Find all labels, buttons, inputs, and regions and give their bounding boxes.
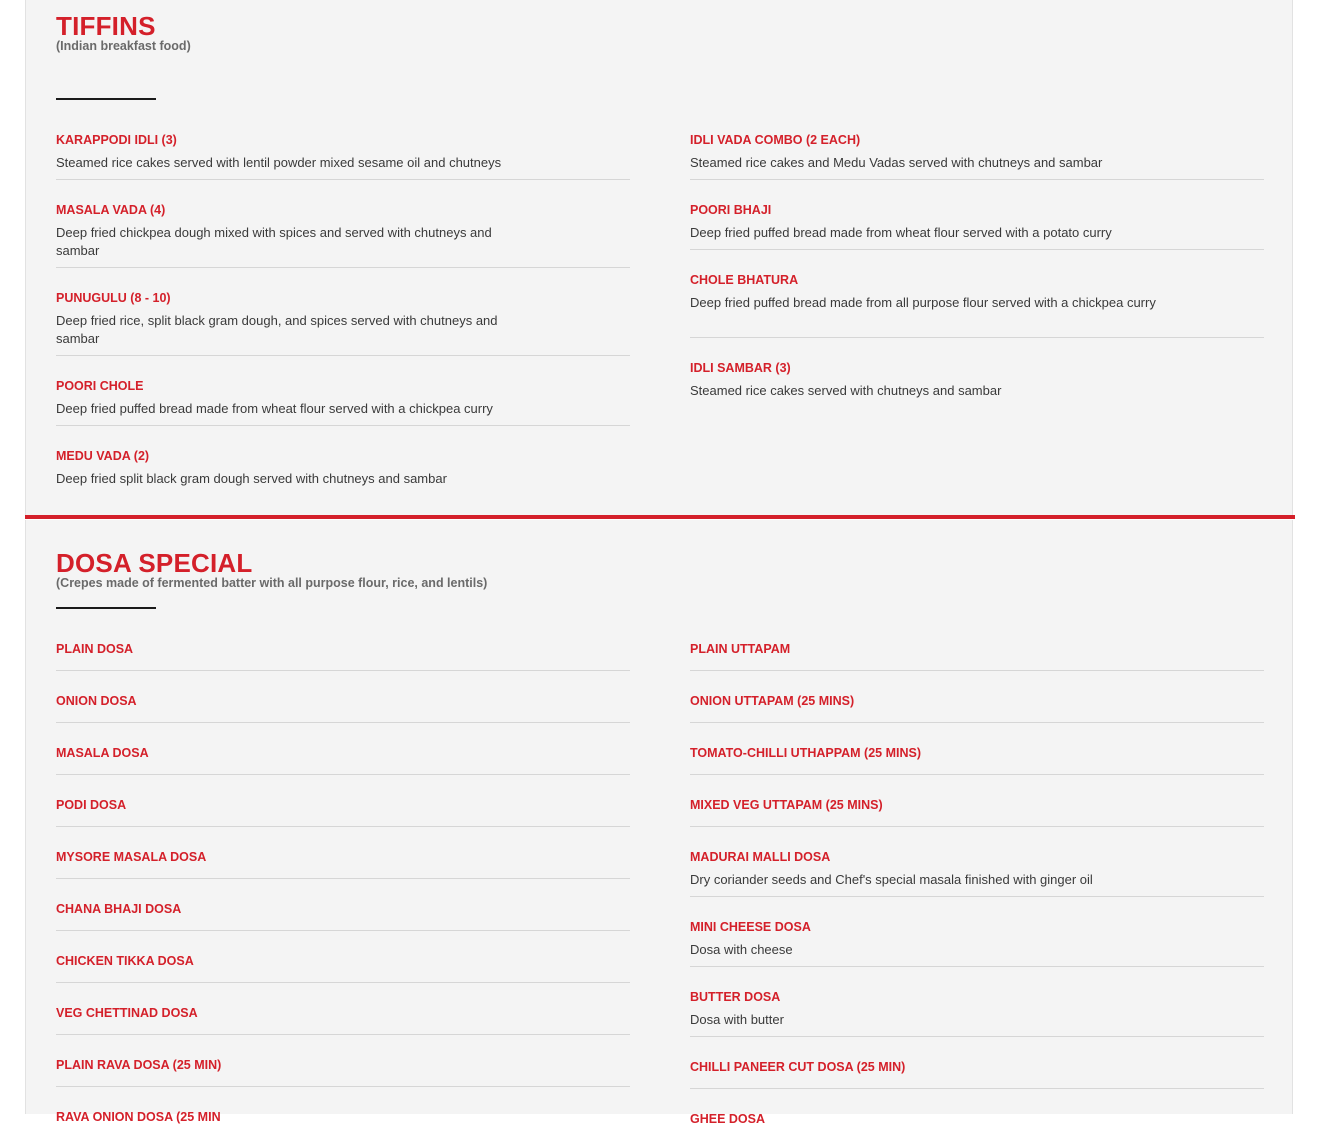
menu-item-name: BUTTER DOSA	[690, 990, 781, 1004]
menu-item-name: CHILLI PANEER CUT DOSA (25 MIN)	[690, 1060, 906, 1074]
menu-item-name: MYSORE MASALA DOSA	[56, 850, 207, 864]
menu-item-name: MEDU VADA (2)	[56, 449, 150, 463]
menu-item-name: MADURAI MALLI DOSA	[690, 850, 831, 864]
menu-item	[56, 693, 630, 723]
menu-item	[56, 745, 630, 775]
menu-item	[690, 693, 1264, 723]
menu-item-name: IDLI VADA COMBO (2 EACH)	[690, 133, 861, 147]
menu-item	[690, 849, 1264, 897]
menu-item-name: RAVA ONION DOSA (25 MIN	[56, 1110, 221, 1124]
section-underline	[56, 98, 156, 100]
menu-item	[56, 132, 630, 180]
menu-item-name: CHANA BHAJI DOSA	[56, 902, 182, 916]
menu-item-description: Steamed rice cakes served with lentil powder mixed sesame oil and chutneys	[56, 155, 502, 170]
menu-item	[690, 989, 1264, 1037]
menu-item	[56, 849, 630, 879]
menu-item-description: Steamed rice cakes served with chutneys and sambar	[690, 383, 1002, 398]
menu-item-description: Deep fried puffed bread made from wheat flour served with a potato curry	[690, 225, 1112, 240]
menu-item-name: PLAIN UTTAPAM	[690, 642, 791, 656]
menu-item	[56, 290, 630, 356]
menu-item-description: Dosa with butter	[690, 1012, 784, 1027]
menu-item	[690, 641, 1264, 671]
menu-item-name: TOMATO-CHILLI UTHAPPAM (25 MINS)	[690, 746, 922, 760]
menu-item	[56, 448, 630, 496]
menu-item-name: MIXED VEG UTTAPAM (25 MINS)	[690, 798, 883, 812]
menu-item	[56, 953, 630, 983]
menu-item-name: PODI DOSA	[56, 798, 127, 812]
section-title: DOSA SPECIAL	[56, 548, 253, 578]
tiffins-left-column	[56, 132, 630, 496]
menu-item-name: POORI CHOLE	[56, 379, 144, 393]
menu-item-name: POORI BHAJI	[690, 203, 772, 217]
dosa-right-column	[690, 641, 1264, 1141]
menu-item-name: ONION UTTAPAM (25 MINS)	[690, 694, 855, 708]
menu-item-description: Dry coriander seeds and Chef's special masala finished with ginger oil	[690, 872, 1093, 887]
section-title: TIFFINS	[56, 11, 156, 41]
menu-item	[690, 1059, 1264, 1089]
menu-item	[690, 272, 1264, 338]
menu-item	[56, 202, 630, 268]
tiffins-right-column	[690, 132, 1264, 408]
menu-item-description: Dosa with cheese	[690, 942, 793, 957]
dosa-special-section	[25, 520, 1293, 1126]
section-underline	[56, 607, 156, 609]
menu-item-name: GHEE DOSA	[690, 1112, 766, 1126]
menu-item-description: Deep fried rice, split black gram dough, and spices served with chutneys and sambar	[56, 313, 498, 346]
menu-item	[690, 202, 1264, 250]
menu-item	[690, 132, 1264, 180]
menu-item-name: MASALA DOSA	[56, 746, 149, 760]
section-subtitle: (Crepes made of fermented batter with all purpose flour, rice, and lentils)	[56, 576, 488, 590]
dosa-left-column	[56, 641, 630, 1139]
menu-item	[56, 378, 630, 426]
menu-item	[56, 641, 630, 671]
menu-item	[690, 1111, 1264, 1141]
menu-item-description: Deep fried puffed bread made from wheat flour served with a chickpea curry	[56, 401, 493, 416]
menu-item-name: PLAIN DOSA	[56, 642, 134, 656]
menu-item-name: ONION DOSA	[56, 694, 137, 708]
menu-item	[690, 797, 1264, 827]
section-divider	[25, 515, 1295, 519]
menu-item	[56, 1057, 630, 1087]
menu-item-description: Deep fried split black gram dough served with chutneys and sambar	[56, 471, 447, 486]
menu-item	[56, 797, 630, 827]
menu-item-name: IDLI SAMBAR (3)	[690, 361, 791, 375]
menu-item-name: MINI CHEESE DOSA	[690, 920, 811, 934]
section-subtitle: (Indian breakfast food)	[56, 39, 191, 53]
menu-item-name: KARAPPODI IDLI (3)	[56, 133, 177, 147]
menu-item-name: PUNUGULU (8 - 10)	[56, 291, 171, 305]
menu-item-description: Steamed rice cakes and Medu Vadas served with chutneys and sambar	[690, 155, 1103, 170]
menu-item-name: MASALA VADA (4)	[56, 203, 166, 217]
tiffins-section	[25, 0, 1293, 516]
menu-item	[690, 919, 1264, 967]
menu-item-name: CHOLE BHATURA	[690, 273, 799, 287]
menu-item	[690, 745, 1264, 775]
menu-item-name: PLAIN RAVA DOSA (25 MIN)	[56, 1058, 222, 1072]
menu-item-description: Deep fried chickpea dough mixed with spices and served with chutneys and sambar	[56, 225, 492, 258]
menu-item	[56, 901, 630, 931]
menu-item	[56, 1005, 630, 1035]
menu-item-name: CHICKEN TIKKA DOSA	[56, 954, 194, 968]
menu-item-description: Deep fried puffed bread made from all purpose flour served with a chickpea curry	[690, 295, 1156, 310]
menu-item	[690, 360, 1264, 408]
menu-item-name: VEG CHETTINAD DOSA	[56, 1006, 198, 1020]
